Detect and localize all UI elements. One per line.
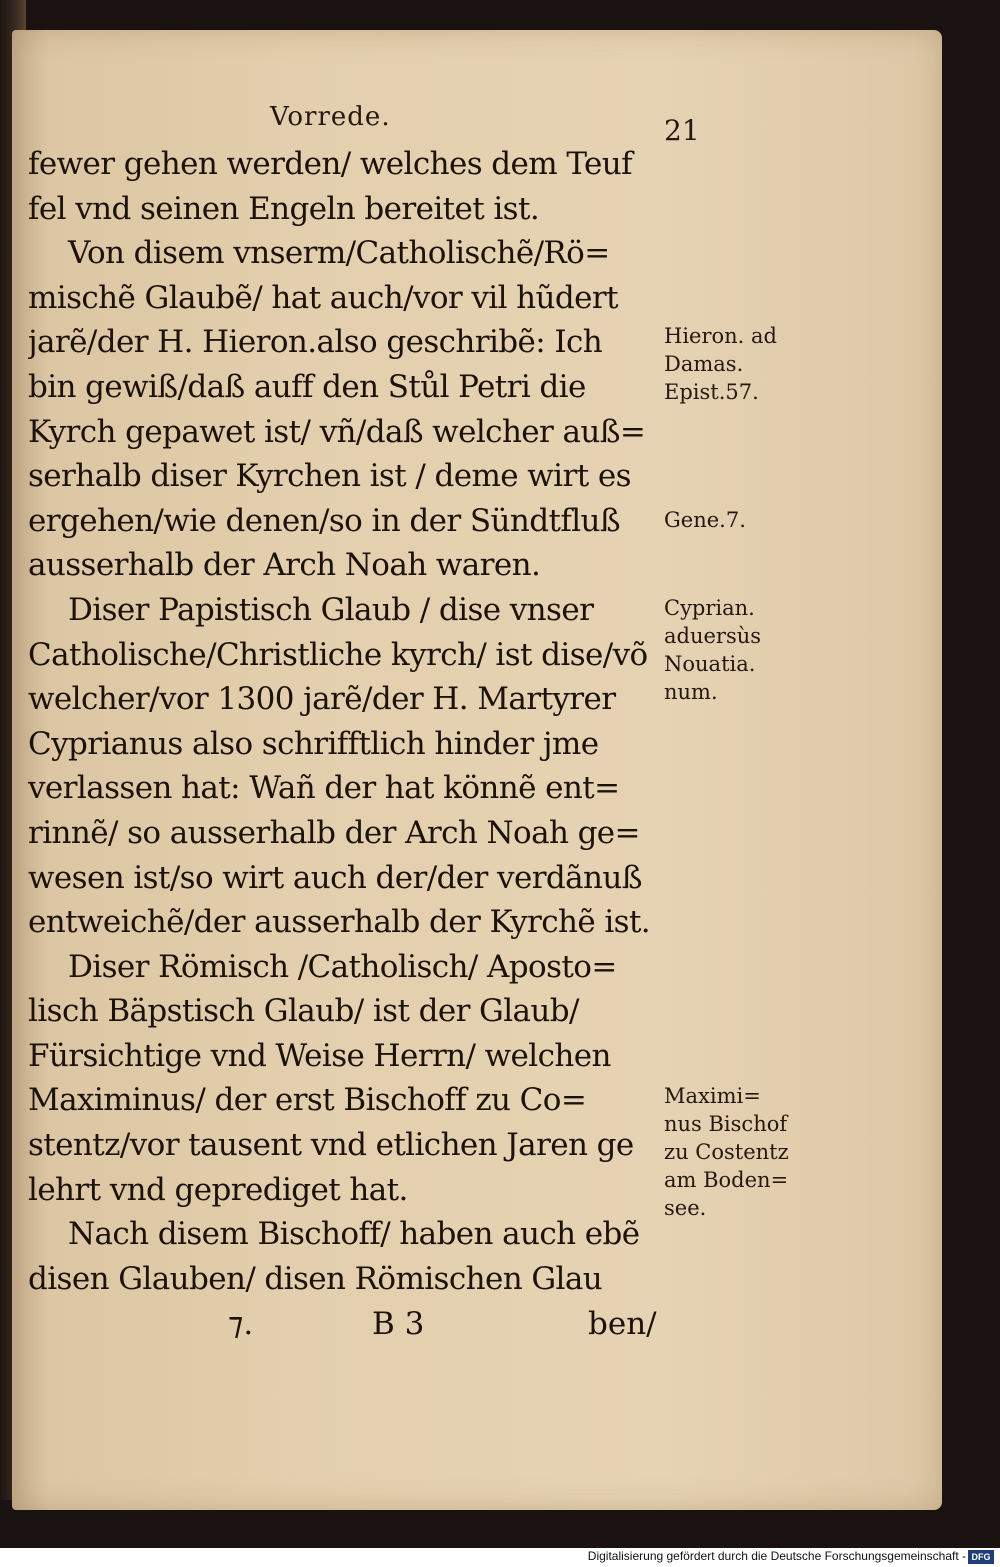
- text-line: Diser Römisch /Catholisch/ Aposto=: [68, 948, 617, 985]
- dfg-logo: DFG: [968, 1550, 994, 1564]
- marginal-note: [664, 594, 824, 706]
- text-line: lisch Bäpstisch Glaub/ ist der Glaub/: [28, 993, 579, 1030]
- text-line: stentz/vor tausent vnd etlichen Jaren ge: [28, 1127, 634, 1164]
- catchword: ben/: [588, 1306, 657, 1342]
- note-line: Epist.57.: [664, 380, 759, 404]
- text-line: wesen ist/so wirt auch der/der verdãnuß: [28, 859, 642, 896]
- page-number: 21: [664, 114, 700, 147]
- catchline-mark: ⁊.: [228, 1306, 254, 1342]
- text-line: Catholische/Christliche kyrch/ ist dise/võ: [28, 636, 648, 673]
- text-line: Fürsichtige vnd Weise Herrn/ welchen: [28, 1037, 611, 1074]
- note-line: am Boden=: [664, 1168, 789, 1192]
- running-title: Vorrede.: [270, 102, 391, 132]
- note-line: Gene.7.: [664, 508, 746, 532]
- text-line: ausserhalb der Arch Noah waren.: [28, 547, 541, 584]
- note-line: Maximi=: [664, 1084, 761, 1108]
- signature-mark: B 3: [372, 1306, 425, 1342]
- text-line: lehrt vnd geprediget hat.: [28, 1171, 408, 1208]
- note-line: zu Costentz: [664, 1140, 789, 1164]
- note-line: Cyprian.: [664, 596, 755, 620]
- text-line: mischẽ Glaubẽ/ hat auch/vor vil hũdert: [28, 279, 618, 316]
- text-line: Cyprianus also schrifftlich hinder jme: [28, 725, 599, 762]
- note-line: Damas.: [664, 352, 744, 376]
- note-line: Nouatia.: [664, 652, 756, 676]
- text-line: Nach disem Bischoff/ haben auch ebẽ: [68, 1216, 640, 1253]
- text-line: disen Glauben/ disen Römischen Glau: [28, 1260, 603, 1297]
- footer-credit: Digitalisierung gefördert durch die Deutsche Forschungsgemeinschaft -: [587, 1549, 966, 1563]
- catchline: [228, 1306, 668, 1350]
- text-line: Von disem vnserm/Catholischẽ/Rö=: [68, 235, 610, 272]
- text-line: serhalb diser Kyrchen ist / deme wirt es: [28, 458, 631, 495]
- marginal-note: [664, 1082, 824, 1222]
- text-line: entweichẽ/der ausserhalb der Kyrchẽ ist.: [28, 904, 651, 941]
- note-line: see.: [664, 1196, 707, 1220]
- text-line: fel vnd seinen Engeln bereitet ist.: [28, 190, 540, 227]
- text-line: verlassen hat: Wañ der hat könnẽ ent=: [28, 770, 620, 807]
- text-line: bin gewiß/daß auff den Stůl Petri die: [28, 368, 586, 405]
- note-line: nus Bischof: [664, 1112, 788, 1136]
- note-line: num.: [664, 680, 718, 704]
- text-line: rinnẽ/ so ausserhalb der Arch Noah ge=: [28, 814, 640, 851]
- text-line: Diser Papistisch Glaub / dise vnser: [68, 591, 594, 628]
- body-text: [28, 142, 668, 1301]
- text-line: jarẽ/der H. Hieron.also geschribẽ: Ich: [28, 324, 603, 361]
- marginal-note: [664, 322, 824, 406]
- text-line: ergehen/wie denen/so in der Sündtfluß: [28, 502, 620, 539]
- text-line: fewer gehen werden/ welches dem Teuf: [28, 146, 632, 182]
- note-line: Hieron. ad: [664, 324, 777, 348]
- note-line: aduersùs: [664, 624, 762, 648]
- marginal-note: [664, 506, 824, 534]
- text-line: Kyrch gepawet ist/ vñ/daß welcher auß=: [28, 413, 646, 450]
- text-line: Maximinus/ der erst Bischoff zu Co=: [28, 1082, 587, 1119]
- text-line: welcher/vor 1300 jarẽ/der H. Martyrer: [28, 681, 616, 718]
